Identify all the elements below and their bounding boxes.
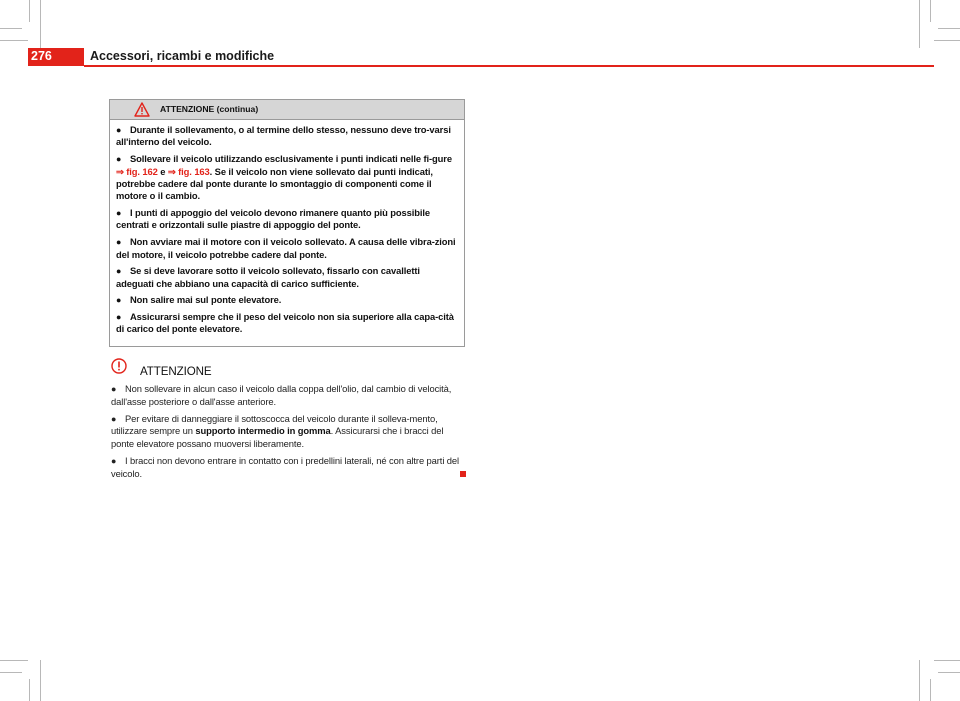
- crop-mark: [938, 28, 960, 29]
- crop-mark: [29, 679, 30, 701]
- caution-title: ATTENZIONE: [140, 365, 212, 378]
- crop-mark: [0, 40, 28, 41]
- bullet: ●: [116, 208, 122, 219]
- bullet: ●: [116, 312, 122, 323]
- crop-mark: [919, 0, 920, 48]
- warning-list-item: [116, 124, 458, 149]
- item-text: Sollevare il veicolo utilizzando esclusivamente i punti indicati nelle fi-gure: [130, 153, 452, 165]
- section-end-mark: [460, 471, 466, 477]
- crop-mark: [919, 660, 920, 701]
- crop-mark: [40, 660, 41, 701]
- item-text: e: [157, 165, 168, 177]
- warning-list-item: [116, 265, 458, 290]
- page-number: 276: [31, 49, 52, 63]
- caution-list-item: [111, 455, 467, 480]
- caution-list-item: [111, 413, 467, 451]
- warning-list-item: [116, 311, 458, 336]
- item-text: Se si deve lavorare sotto il veicolo sollevato, fissarlo con cavalletti adeguati che abbiano una capacità di carico sufficiente.: [116, 265, 420, 289]
- item-text: Assicurarsi sempre che il peso del veicolo non sia superiore alla capa-cità di carico del ponte elevatore.: [116, 311, 454, 335]
- item-text: Non sollevare in alcun caso il veicolo dalla coppa dell'olio, dal cambio di velocità, dall'asse posteriore o dall'asse anteriore.: [111, 383, 452, 407]
- caution-list-item: [111, 383, 467, 408]
- warning-list-item: [116, 294, 458, 306]
- item-text: I punti di appoggio del veicolo devono rimanere quanto più possibile centrati e orizzontali sulle piastre di appoggio del ponte.: [116, 207, 430, 231]
- crop-mark: [0, 672, 22, 673]
- bullet: ●: [116, 266, 122, 277]
- item-text: . Se il veicolo non viene sollevato dai punti indicati, potrebbe cadere dal ponte durante lo smontaggio di componenti come il motore o il cambio.: [116, 165, 433, 202]
- crop-mark: [930, 679, 931, 701]
- crop-mark: [934, 660, 960, 661]
- warning-list-item: [116, 153, 458, 203]
- page-title: Accessori, ricambi e modifiche: [90, 49, 275, 63]
- bullet: ●: [116, 125, 122, 135]
- bullet: ●: [111, 455, 117, 466]
- crop-mark: [0, 28, 22, 29]
- crop-mark: [930, 0, 931, 22]
- warning-box-header: [110, 100, 464, 120]
- figure-reference-link[interactable]: ⇒ fig. 163: [167, 165, 210, 177]
- crop-mark: [938, 672, 960, 673]
- item-text: . Assicurarsi che i bracci del ponte elevatore possano muoversi liberamente.: [111, 425, 444, 449]
- warning-box-heading: ATTENZIONE (continua): [160, 104, 259, 114]
- figure-reference-link[interactable]: ⇒ fig. 162: [116, 165, 158, 177]
- bullet: ●: [111, 384, 117, 394]
- item-text: I bracci non devono entrare in contatto con i predellini laterali, né con altre parti del veicolo.: [111, 454, 460, 479]
- bullet: ●: [116, 295, 122, 306]
- item-text: Durante il sollevamento, o al termine dello stesso, nessuno deve tro-varsi all'interno del veicolo.: [116, 124, 451, 148]
- crop-mark: [934, 40, 960, 41]
- header-rule: [84, 65, 934, 67]
- item-text: Non salire mai sul ponte elevatore.: [130, 294, 282, 306]
- warning-list-item: [116, 236, 458, 261]
- bullet: ●: [111, 413, 117, 424]
- emphasis-text: supporto intermedio in gomma: [195, 425, 331, 437]
- bullet: ●: [116, 237, 122, 248]
- warning-box: [109, 99, 465, 347]
- crop-mark: [0, 660, 28, 661]
- warning-triangle-icon: [134, 102, 150, 117]
- exclamation-circle-icon: [111, 358, 127, 374]
- bullet: ●: [116, 154, 122, 165]
- crop-mark: [40, 0, 41, 48]
- item-text: Per evitare di danneggiare il sottoscocca del veicolo durante il solleva-mento, utilizzare sempre un: [111, 412, 438, 437]
- warning-list: [110, 120, 464, 336]
- item-text: Non avviare mai il motore con il veicolo sollevato. A causa delle vibra-zioni del motore, il veicolo potrebbe cadere dal ponte.: [116, 236, 456, 260]
- warning-list-item: [116, 207, 458, 232]
- caution-list: [111, 383, 467, 485]
- crop-mark: [29, 0, 30, 22]
